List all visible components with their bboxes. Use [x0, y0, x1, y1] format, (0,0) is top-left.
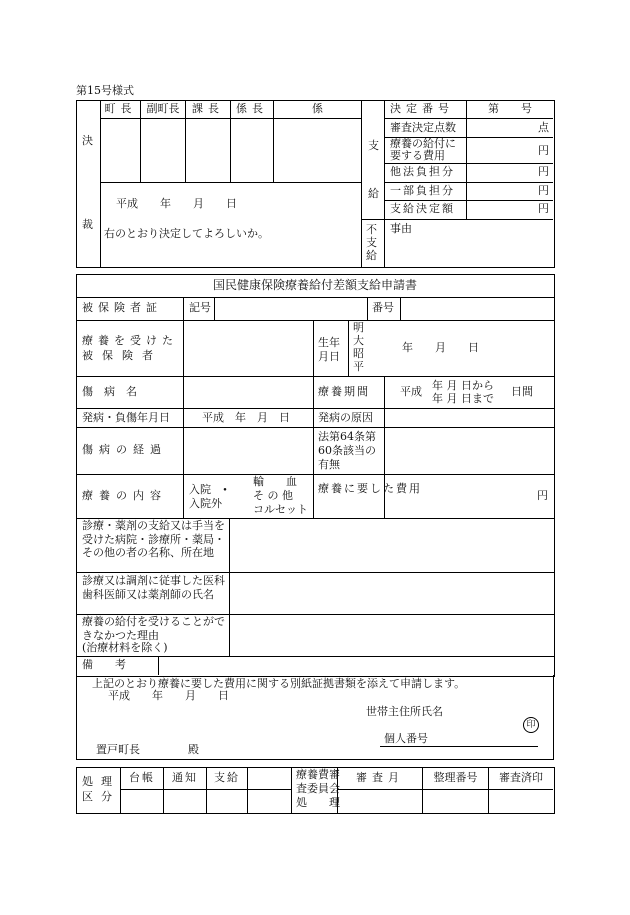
approval-date: 平成 年 月 日	[116, 197, 237, 210]
disease-name-label: 傷病名	[82, 385, 148, 398]
payment-decision-label: 支給決定額	[390, 202, 455, 215]
doctor-label: 診療又は調剤に従事した医科歯科医師又は薬剤師の氏名	[82, 574, 225, 601]
period-from: 年 月 日から	[432, 379, 494, 392]
committee-line-2: 査委員会	[296, 782, 340, 795]
form-number: 第15号様式	[76, 84, 134, 97]
era-heisei: 平	[353, 360, 364, 373]
householder-label: 世帯主住所氏名	[366, 705, 443, 718]
birth-date-ymd: 年 月 日	[402, 341, 479, 354]
score-unit: 点	[538, 121, 549, 134]
treatment-item-transfusion: 輸 血	[253, 475, 297, 488]
treatment-content-label: 療養の内容	[82, 489, 167, 502]
period-era: 平成	[400, 385, 422, 398]
remarks-label: 備 考	[82, 658, 126, 671]
insured-label-2: 被保険者	[82, 349, 162, 362]
processing-col-payment: 支給	[214, 771, 240, 784]
processing-col-notice: 通知	[172, 771, 198, 784]
period-days: 日間	[511, 385, 533, 398]
era-meiji: 明	[353, 321, 364, 334]
treatment-item-other: そ の 他	[253, 489, 293, 502]
approval-col-section-chief: 課長	[192, 102, 224, 115]
approval-statement: 右のとおり決定してよろしいか。	[104, 227, 269, 240]
treatment-item-corset: コルセット	[253, 503, 308, 516]
honorific: 殿	[188, 743, 199, 756]
birth-date-label: 生年月日	[318, 336, 340, 363]
score-label: 審査決定点数	[390, 121, 456, 134]
decision-number-label: 決定番号	[390, 102, 454, 115]
declaration-text: 上記のとおり療養に要した費用に関する別紙証拠書類を添えて申請します。	[92, 677, 466, 690]
inpatient-label: 入院	[189, 483, 211, 496]
approval-col-subsection-chief: 係長	[236, 102, 268, 115]
unable-reason-note: (治療材料を除く)	[82, 641, 168, 654]
partial-share-unit: 円	[538, 184, 549, 197]
committee-line-3: 処 理	[296, 796, 340, 809]
era-showa: 昭	[353, 347, 364, 360]
approval-col-staff: 係	[312, 102, 323, 115]
era-taisho: 大	[353, 334, 364, 347]
cost-label: 療養に要した費用	[318, 482, 422, 495]
approval-col-mayor: 町長	[104, 102, 137, 115]
personal-number-label: 個人番号	[384, 732, 428, 745]
symbol-label: 記号	[189, 301, 211, 314]
other-law-unit: 円	[538, 165, 549, 178]
period-to: 年 月 日まで	[432, 392, 494, 405]
seal-mark: 印	[523, 717, 539, 733]
addressee: 置戸町長	[96, 743, 140, 756]
treatment-cost-label: 療養の給付に要する費用	[390, 137, 456, 162]
law-applicability-label: 法第64条第60条該当の有無	[318, 430, 376, 471]
insurance-card-label: 被保険者証	[82, 301, 162, 314]
outpatient-label: 入院外	[189, 497, 222, 510]
no-payment-label: 不支給	[366, 223, 377, 262]
number-label: 番号	[372, 301, 394, 314]
application-title: 国民健康保険療養給付差額支給申請書	[212, 278, 417, 292]
declaration-date: 平成 年 月 日	[108, 689, 229, 702]
cost-yen-unit: 円	[537, 489, 548, 502]
decision-number-value: 第 号	[488, 102, 532, 115]
reason-label: 事由	[390, 222, 412, 235]
payment-decision-unit: 円	[538, 202, 549, 215]
processing-col-review-month: 審査月	[356, 771, 404, 784]
disease-course-label: 傷病の経過	[82, 443, 167, 456]
treatment-cost-unit: 円	[538, 144, 549, 157]
approval-col-deputy-mayor: 副町長	[146, 102, 180, 115]
approval-label-2: 裁	[82, 218, 93, 231]
processing-col-ref-number: 整理番号	[433, 771, 478, 784]
processing-col-ledger: 台帳	[129, 771, 155, 784]
hospital-label: 診療・薬剤の支給又は手当を受けた病院・診療所・薬局・その他の者の名称、所在地	[82, 519, 225, 559]
processing-label-1: 処理	[82, 775, 120, 788]
onset-date-label: 発病・負傷年月日	[82, 411, 170, 424]
processing-col-review-seal: 審査済印	[499, 771, 543, 784]
payment-label-1: 支	[368, 139, 379, 152]
processing-label-2: 区分	[82, 790, 120, 803]
unable-reason-label: 療養の給付を受けることができなかつた理由	[82, 615, 225, 642]
committee-line-1: 療養費審	[296, 768, 340, 781]
other-law-label: 他法負担分	[390, 165, 455, 178]
insured-label-1: 療養を受けた	[82, 334, 178, 347]
partial-share-label: 一部負担分	[390, 184, 455, 197]
onset-date-value: 平成 年 月 日	[202, 411, 290, 424]
treatment-period-label: 療養期間	[318, 385, 370, 398]
approval-label-1: 決	[82, 134, 93, 147]
onset-cause-label: 発病の原因	[318, 411, 373, 424]
payment-label-2: 給	[368, 187, 379, 200]
